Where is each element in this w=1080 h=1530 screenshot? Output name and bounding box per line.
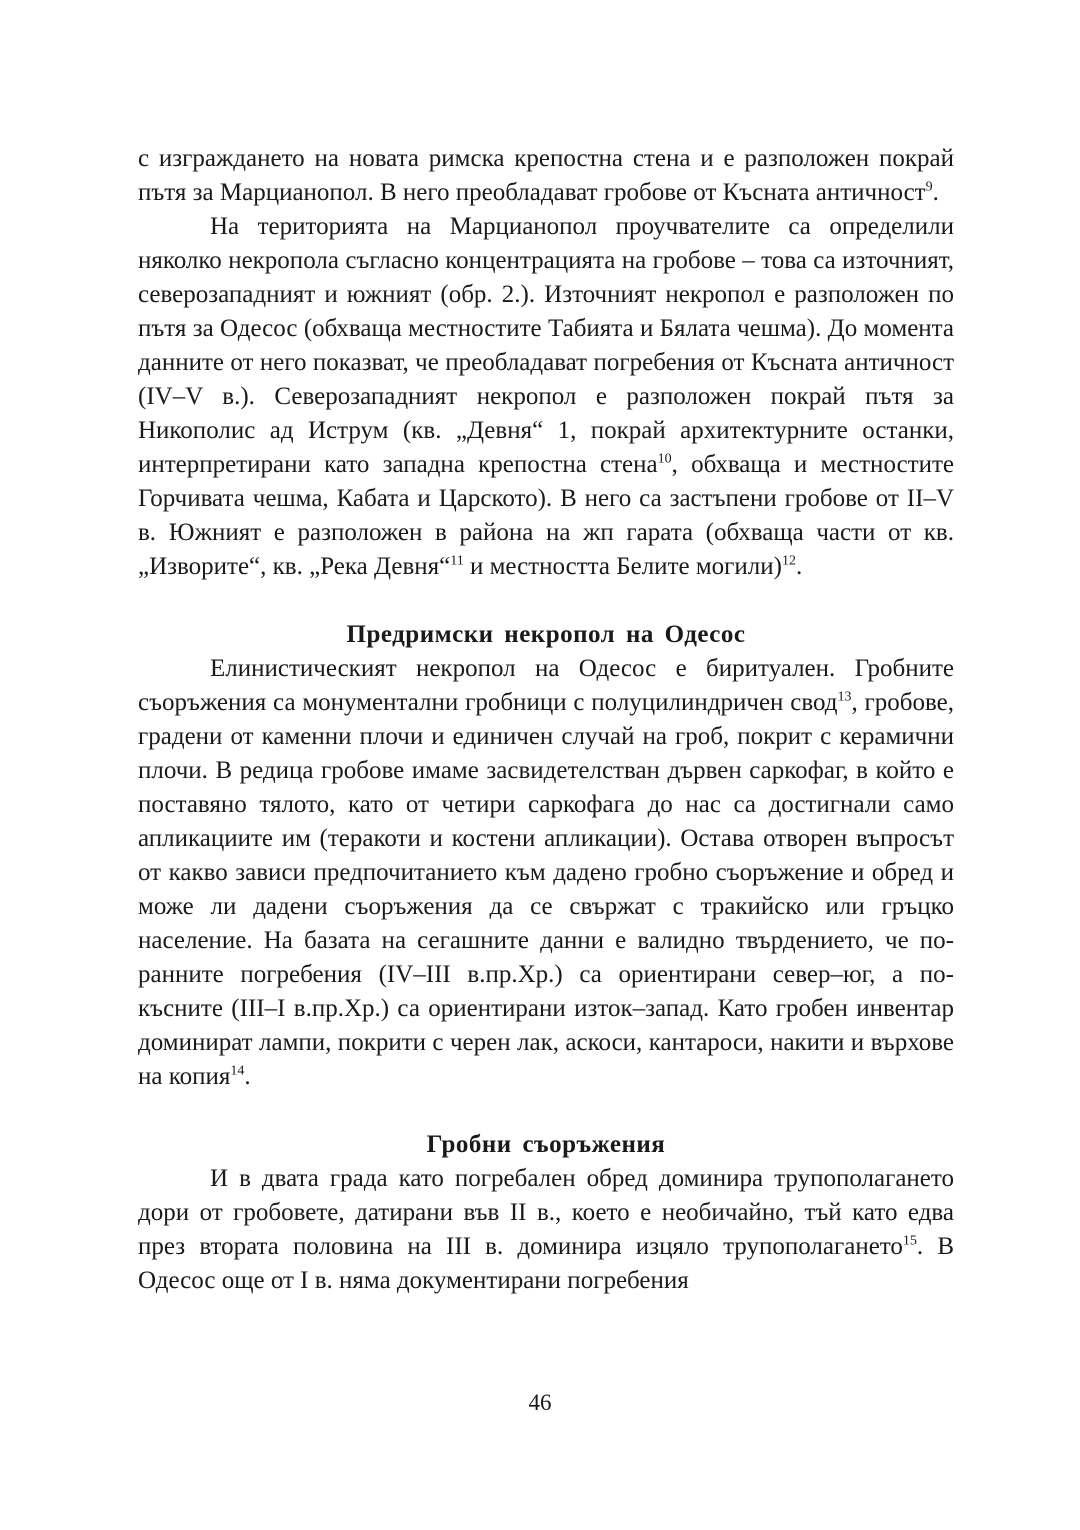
footnote-ref-14[interactable]: 14 (230, 1063, 245, 1079)
paragraph-3 (138, 652, 954, 1094)
paragraph-3-text-b: , гробове, градени от каменни плочи и единичен случай на гроб, покрит с керамични плочи. В редица гробове имаме засвидетелстван дървен саркофаг, в който е поставяно тялото, като от четири саркофага до нас са достигнали само апликациите им (теракоти и костени апликации). Остава отворен въпросът от какво зависи предпочитанието към дадено гробно съоръжение и обред и може ли дадени съоръжения да се свържат с тракийско или гръцко население. На базата на сегашните данни е валидно твърдението, че по-ранните погребения (IV–III в.пр.Хр.) са ориентирани север–юг, а по-късните (III–I в.пр.Хр.) са ориентирани изток–запад. Като гробен инвентар доминират лампи, покрити с черен лак, аскоси, кантароси, накити и върхове на копия (138, 689, 954, 1090)
section-heading-pre-roman-necropolis: Предримски некропол на Одесос (346, 621, 746, 648)
paragraph-2-text-a: На територията на Марцианопол проучвателите са определили няколко некропола съгласно концентрацията на гробове – това са източният, северозападният и южният (обр. 2.). Източният некропол е разположен по пътя за Одесос (обхваща местностите Табията и Бялата чешма). До момента данните от него показват, че преобладават погребения от Късната античност (IV–V в.). Северозападният некропол е разположен покрай пътя за Никополис ад Иструм (кв. „Девня“ 1, покрай архитектурните останки, интерпретирани като западна крепостна стена (138, 213, 954, 478)
paragraph-1 (138, 142, 954, 210)
paragraph-3-text-a: Елинистическият некропол на Одесос е биритуален. Гробните съоръжения са монументални гробници с полуцилиндричен свод (138, 655, 954, 716)
paragraph-1-end: . (932, 179, 939, 206)
section-spacer (138, 1094, 954, 1128)
document-page (138, 142, 954, 1298)
paragraph-2-text-c: и местността Белите могили) (463, 553, 782, 580)
page-number: 46 (528, 1390, 552, 1415)
paragraph-2-text-b: , обхваща и местностите Горчивата чешма, Кабата и Царското). В него са застъпени гробове от II–V в. Южният е разположен в района на жп гарата (обхваща части от кв. „Изворите“, кв. „Река Девня“ (138, 451, 954, 580)
paragraph-4-text-b: . В Одесос още от I в. няма документирани погребения (138, 1233, 954, 1294)
paragraph-2-end: . (795, 553, 803, 580)
footnote-ref-12[interactable]: 12 (781, 553, 796, 569)
paragraph-2 (138, 210, 954, 584)
footnote-ref-9[interactable]: 9 (925, 179, 933, 195)
paragraph-3-end: . (244, 1063, 251, 1090)
footnote-ref-10[interactable]: 10 (657, 451, 672, 467)
footnote-ref-15[interactable]: 15 (902, 1233, 917, 1249)
footnote-ref-11[interactable]: 11 (450, 553, 464, 569)
section-heading-grave-structures: Гробни съоръжения (426, 1131, 666, 1158)
paragraph-4 (138, 1162, 954, 1298)
section-spacer (138, 584, 954, 618)
paragraph-4-text-a: И в двата града като погребален обред доминира трупополагането дори от гробовете, датирани във II в., което е необичайно, тъй като едва през втората половина на III в. доминира изцяло трупополагането (138, 1165, 954, 1260)
paragraph-1-text: с изграждането на новата римска крепостна стена и е разположен покрай пътя за Марцианопол. В него преобладават гробове от Късната античност (138, 145, 954, 206)
footnote-ref-13[interactable]: 13 (837, 689, 852, 705)
